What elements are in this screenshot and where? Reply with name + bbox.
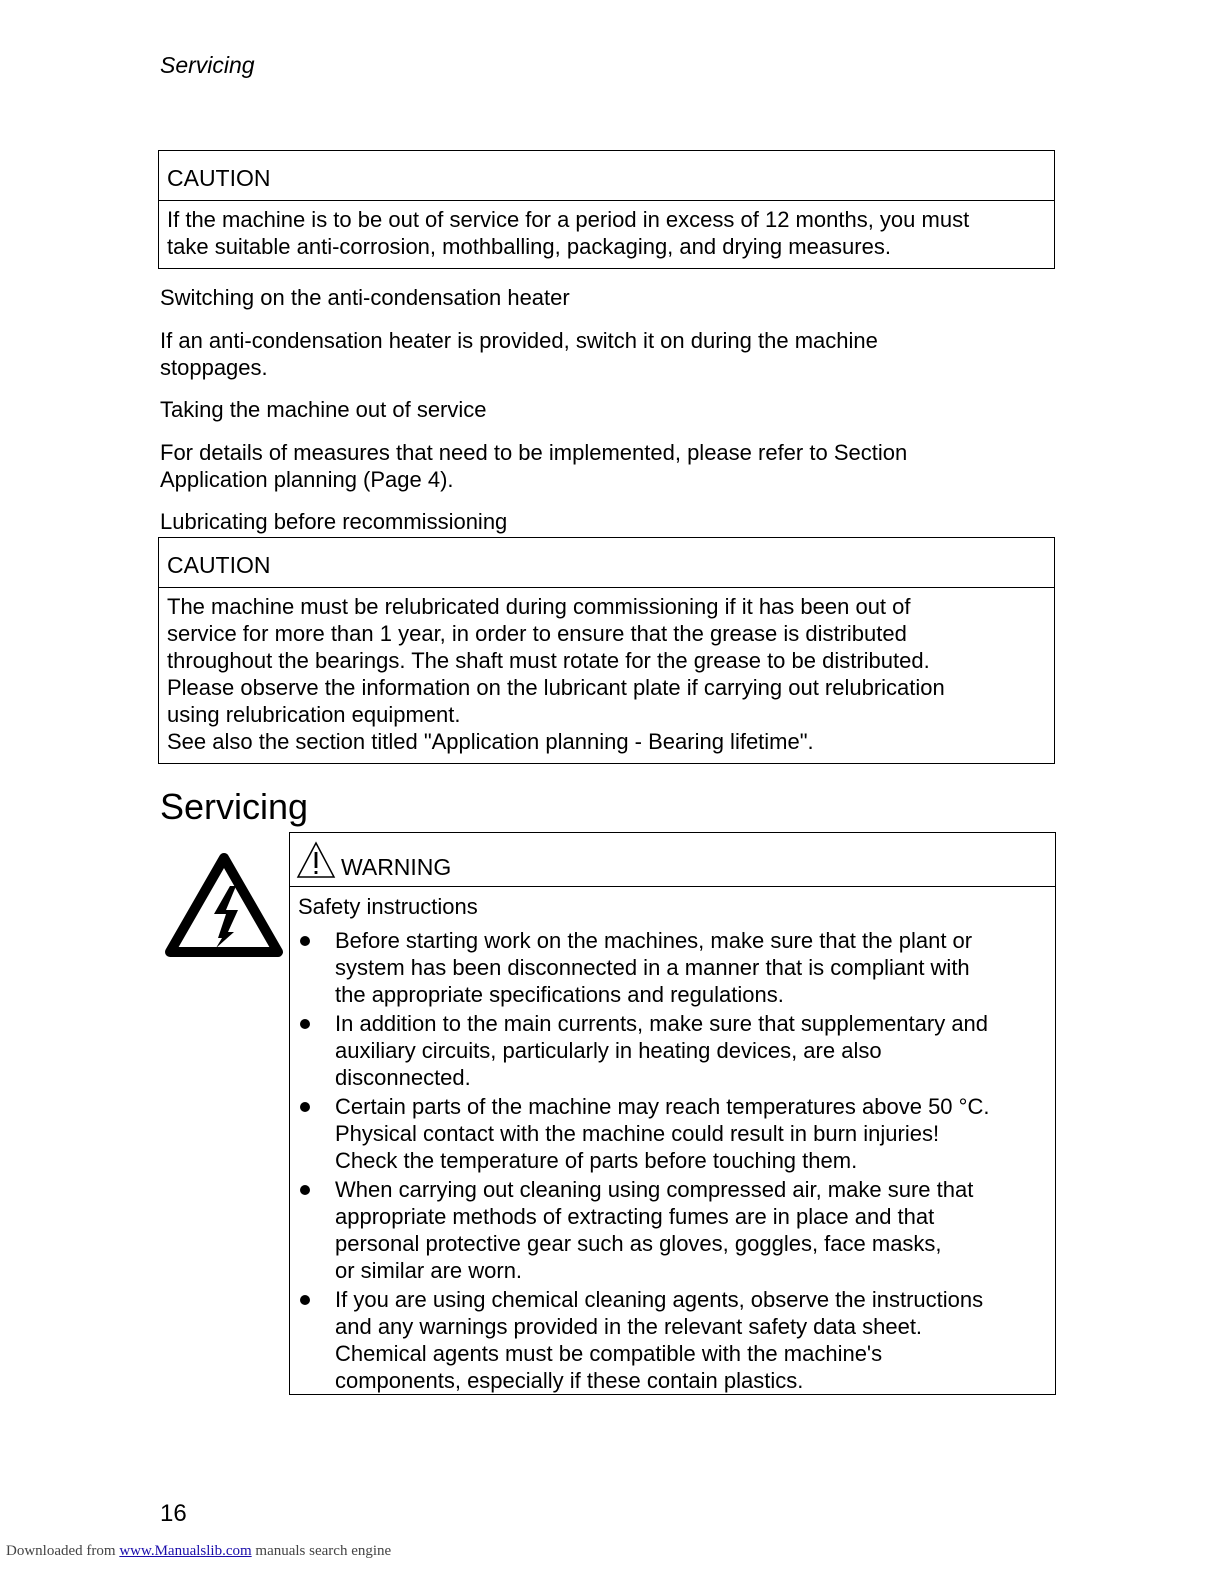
list-item bbox=[290, 1010, 1055, 1091]
text-line: Chemical agents must be compatible with the machine's bbox=[335, 1341, 883, 1366]
bullet-icon bbox=[300, 1185, 310, 1195]
heater-heading: Switching on the anti-condensation heater bbox=[160, 285, 570, 310]
text-line: The machine must be relubricated during commissioning if it has been out of bbox=[167, 594, 911, 619]
out-of-service-heading: Taking the machine out of service bbox=[160, 397, 487, 422]
warning-triangle-icon bbox=[296, 841, 336, 879]
text-line: system has been disconnected in a manner that is compliant with bbox=[335, 955, 970, 980]
warning-box bbox=[289, 832, 1056, 1395]
text-line: In addition to the main currents, make sure that supplementary and bbox=[335, 1011, 989, 1036]
text-line: If you are using chemical cleaning agents, observe the instructions bbox=[335, 1287, 984, 1312]
caution-text bbox=[159, 201, 1054, 268]
bullet-icon bbox=[300, 936, 310, 946]
text-line: and any warnings provided in the relevant safety data sheet. bbox=[335, 1314, 923, 1339]
list-item bbox=[290, 927, 1055, 1008]
bullet-icon bbox=[300, 1102, 310, 1112]
list-item bbox=[290, 1093, 1055, 1174]
heater-paragraph bbox=[160, 327, 1020, 381]
download-footer bbox=[6, 1543, 391, 1560]
list-item bbox=[290, 1176, 1055, 1284]
text-line: or similar are worn. bbox=[335, 1258, 523, 1283]
section-title: Servicing bbox=[160, 786, 309, 827]
text-line: stoppages. bbox=[160, 355, 268, 380]
text-line: If an anti-condensation heater is provided, switch it on during the machine bbox=[160, 328, 878, 353]
text-line: throughout the bearings. The shaft must rotate for the grease to be distributed. bbox=[167, 648, 930, 673]
text-line: appropriate methods of extracting fumes are in place and that bbox=[335, 1204, 935, 1229]
manualslib-link[interactable]: www.Manualslib.com bbox=[119, 1543, 252, 1559]
text-line: Before starting work on the machines, make sure that the plant or bbox=[335, 928, 973, 953]
text-line: service for more than 1 year, in order to ensure that the grease is distributed bbox=[167, 621, 907, 646]
text-line: using relubrication equipment. bbox=[167, 702, 461, 727]
bullet-icon bbox=[300, 1295, 310, 1305]
text-line: For details of measures that need to be implemented, please refer to Section bbox=[160, 440, 908, 465]
warning-header bbox=[290, 833, 1055, 887]
caution-text bbox=[159, 588, 1054, 763]
running-header: Servicing bbox=[160, 52, 255, 78]
text-line: components, especially if these contain plastics. bbox=[335, 1368, 804, 1393]
text-line: See also the section titled "Application planning - Bearing lifetime". bbox=[167, 729, 814, 754]
text-line: Check the temperature of parts before touching them. bbox=[335, 1148, 858, 1173]
lubricating-heading: Lubricating before recommissioning bbox=[160, 509, 508, 534]
page-number: 16 bbox=[160, 1500, 187, 1527]
safety-list bbox=[290, 927, 1055, 1394]
caution-label: CAUTION bbox=[159, 151, 1054, 201]
bullet-icon bbox=[300, 1019, 310, 1029]
footer-prefix: Downloaded from bbox=[6, 1543, 116, 1559]
electric-hazard-icon bbox=[164, 852, 284, 960]
out-of-service-paragraph bbox=[160, 439, 1020, 493]
text-line: auxiliary circuits, particularly in heating devices, are also bbox=[335, 1038, 882, 1063]
text-line: When carrying out cleaning using compressed air, make sure that bbox=[335, 1177, 974, 1202]
text-line: Application planning (Page 4). bbox=[160, 467, 454, 492]
text-line: take suitable anti-corrosion, mothballing, packaging, and drying measures. bbox=[167, 234, 891, 259]
safety-heading: Safety instructions bbox=[298, 894, 478, 919]
text-line: Physical contact with the machine could result in burn injuries! bbox=[335, 1121, 940, 1146]
caution-label: CAUTION bbox=[159, 538, 1054, 588]
text-line: disconnected. bbox=[335, 1065, 471, 1090]
warning-label: WARNING bbox=[341, 854, 452, 880]
text-line: personal protective gear such as gloves, goggles, face masks, bbox=[335, 1231, 942, 1256]
footer-suffix: manuals search engine bbox=[255, 1543, 392, 1559]
text-line: Certain parts of the machine may reach temperatures above 50 °C. bbox=[335, 1094, 990, 1119]
text-line: Please observe the information on the lubricant plate if carrying out relubrication bbox=[167, 675, 945, 700]
text-line: If the machine is to be out of service for a period in excess of 12 months, you must bbox=[167, 207, 970, 232]
caution-box-storage bbox=[158, 150, 1055, 269]
list-item bbox=[290, 1286, 1055, 1394]
caution-box-lubrication bbox=[158, 537, 1055, 764]
text-line: the appropriate specifications and regulations. bbox=[335, 982, 784, 1007]
